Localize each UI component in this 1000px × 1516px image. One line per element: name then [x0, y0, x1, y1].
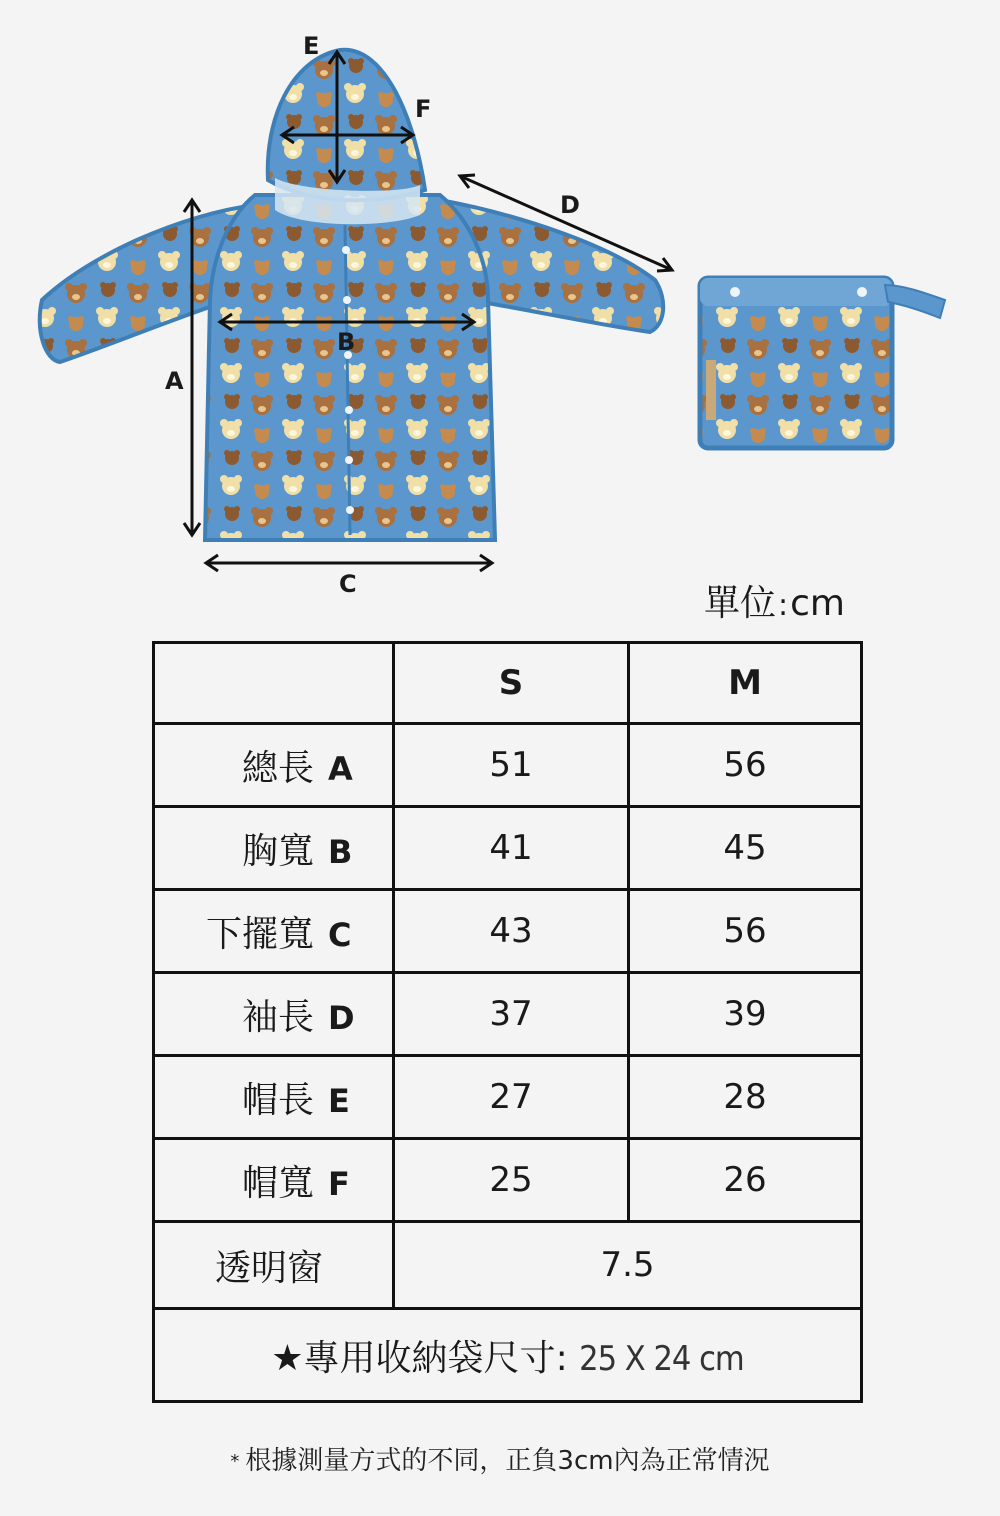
- dim-label-d: D: [560, 191, 580, 219]
- table-row: [154, 1139, 862, 1222]
- row-label: [154, 1056, 394, 1139]
- dim-label-a: A: [165, 367, 184, 395]
- table-row: [154, 973, 862, 1056]
- header-size-m: M: [629, 643, 862, 724]
- row-label: [154, 807, 394, 890]
- table-header-row: [154, 643, 862, 724]
- dim-label-e: E: [303, 32, 320, 60]
- bag-dimensions: 25 X 24 cm: [579, 1338, 744, 1379]
- window-label: [154, 1222, 394, 1309]
- cell-size-s: 27: [394, 1056, 629, 1139]
- row-code: B: [328, 832, 353, 871]
- table-row: [154, 1056, 862, 1139]
- table-row: [154, 724, 862, 807]
- cell-size-m: 45: [629, 807, 862, 890]
- note-text: 根據測量方式的不同，正負3cm內為正常情況: [245, 1446, 770, 1476]
- unit-title: 單位: [704, 583, 777, 624]
- cell-size-m: 26: [629, 1139, 862, 1222]
- bag-cell: [154, 1309, 862, 1402]
- row-code: D: [328, 998, 355, 1037]
- cell-size-m: 39: [629, 973, 862, 1056]
- window-label-text: 透明窗: [215, 1247, 324, 1289]
- header-size-s: S: [394, 643, 629, 724]
- bag-separator: :: [555, 1337, 568, 1379]
- cell-size-s: 25: [394, 1139, 629, 1222]
- cell-size-m: 28: [629, 1056, 862, 1139]
- row-label-text: 袖長: [241, 996, 314, 1038]
- measurement-note: [0, 1440, 1000, 1477]
- row-code: C: [328, 915, 352, 954]
- hood: [268, 50, 425, 200]
- unit-label: [704, 583, 845, 624]
- cell-size-m: 56: [629, 724, 862, 807]
- row-code: F: [328, 1164, 350, 1203]
- row-label: [154, 890, 394, 973]
- cell-size-s: 51: [394, 724, 629, 807]
- cell-size-s: 43: [394, 890, 629, 973]
- table-row: [154, 890, 862, 973]
- row-label: [154, 724, 394, 807]
- row-code: A: [328, 749, 353, 788]
- row-label-text: 胸寬: [241, 830, 314, 872]
- cell-size-s: 41: [394, 807, 629, 890]
- dim-label-c: C: [339, 570, 357, 598]
- dim-label-f: F: [415, 95, 432, 123]
- row-label-text: 帽長: [241, 1079, 314, 1121]
- window-value: 7.5: [394, 1222, 862, 1309]
- unit-separator: :: [778, 588, 789, 623]
- window-row: [154, 1222, 862, 1309]
- row-label-text: 下擺寬: [205, 913, 314, 955]
- cell-size-m: 56: [629, 890, 862, 973]
- unit-value: cm: [790, 583, 845, 624]
- row-label: [154, 973, 394, 1056]
- table-row: [154, 807, 862, 890]
- row-code: E: [328, 1081, 350, 1120]
- bag-label: ★專用收納袋尺寸: [271, 1337, 556, 1379]
- bag-row: [154, 1309, 862, 1402]
- raincoat-figure: [0, 0, 1000, 600]
- row-label-text: 帽寬: [241, 1162, 314, 1204]
- size-table: [152, 641, 863, 1403]
- row-label: [154, 1139, 394, 1222]
- cell-size-s: 37: [394, 973, 629, 1056]
- dim-label-b: B: [337, 328, 356, 356]
- header-blank-cell: [154, 643, 394, 724]
- row-label-text: 總長: [241, 747, 314, 789]
- note-asterisk: *: [230, 1451, 240, 1472]
